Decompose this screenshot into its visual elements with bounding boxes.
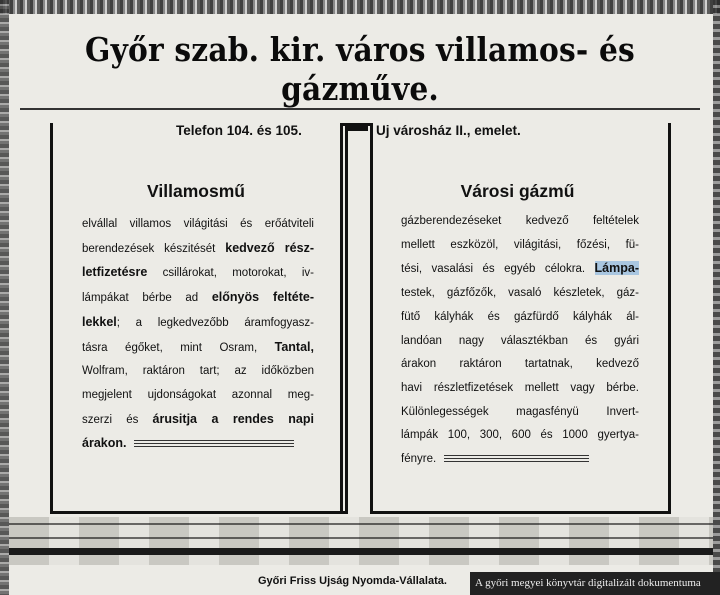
text-segment: Tantal, [274, 339, 314, 354]
text-segment: tési, vasalási és egyéb célokra. [401, 263, 595, 276]
text-line [82, 237, 314, 262]
text-segment: elvállal villamos világitási és erőátviteli [82, 218, 314, 230]
text-line [82, 384, 314, 408]
text-segment: ; a legkedvezőbb áramfogyasz- [116, 316, 314, 329]
bottom-rule [9, 548, 713, 555]
text-segment: mellett eszközöl, világitási, főzési, fü- [401, 238, 639, 251]
text-segment: árusitja a rendes napi [152, 411, 314, 426]
text-segment: árakon raktáron tartatnak, kedvező [401, 358, 639, 371]
left-column-title: Villamosmű [147, 181, 245, 201]
phone-line: Telefon 104. és 105. [176, 123, 302, 138]
text-line [401, 306, 639, 330]
text-line [401, 330, 639, 354]
text-segment: megjelent ujdonságokat azonnal meg- [82, 388, 314, 401]
text-segment: letfizetésre [82, 265, 148, 280]
scan-edge-top [0, 0, 720, 14]
text-segment: havi részletfizetések mellett vagy bérbe. [401, 381, 639, 394]
printer-imprint: Győri Friss Ujság Nyomda-Vállalata. [258, 575, 447, 587]
text-segment: lámpákat bérbe ad [82, 292, 212, 305]
left-column-body [82, 213, 314, 457]
divider-tick [345, 126, 368, 131]
scan-edge-right [713, 0, 720, 595]
text-line [82, 213, 314, 237]
text-line [401, 353, 639, 377]
text-segment: lámpák 100, 300, 600 és 1000 gyertya- [401, 429, 639, 442]
text-segment: berendezések készitését [82, 242, 226, 255]
top-rule [20, 108, 700, 110]
text-segment: gázberendezéseket kedvező feltételek [401, 215, 639, 227]
text-line [401, 210, 639, 234]
bottom-border-band [9, 517, 713, 565]
decorative-rule [444, 455, 589, 463]
text-segment: szerzi és [82, 413, 153, 426]
text-segment: Wolfram, raktáron tart; az időközben [82, 365, 314, 378]
left-last-line: árakon. [82, 432, 314, 457]
text-segment: tásra égőket, mint Osram, [82, 341, 275, 354]
text-line [82, 336, 314, 361]
text-segment: Különlegességek magasfényü Invert- [401, 405, 639, 418]
text-segment: kedvező rész- [225, 240, 314, 255]
text-line [82, 360, 314, 384]
text-line [401, 282, 639, 306]
text-line [401, 401, 639, 425]
page-heading: Győr szab. kir. város villamos- és gázműve. [85, 30, 635, 108]
text-line [401, 257, 639, 282]
right-column-title: Városi gázmű [460, 181, 575, 201]
text-line [82, 261, 314, 286]
text-line [82, 311, 314, 336]
digitization-watermark: A győri megyei könyvtár digitalizált dokumentuma [470, 572, 720, 595]
text-segment: Lámpa- [594, 261, 639, 276]
right-column-body [401, 210, 639, 472]
middle-divider [340, 123, 373, 514]
text-line [401, 234, 639, 258]
text-line [401, 377, 639, 401]
address-line: Uj városház II., emelet. [376, 123, 521, 138]
scan-edge-left [0, 0, 9, 595]
text-line [82, 286, 314, 311]
decorative-rule [134, 440, 294, 448]
text-segment: lekkel [82, 314, 117, 329]
text-segment: előnyös feltéte- [211, 290, 315, 305]
text-segment: csillárokat, motorokat, iv- [147, 267, 314, 280]
text-segment: fütő kályhák és gázfürdő kályhák ál- [401, 310, 639, 323]
right-last-line: fényre. [401, 448, 639, 472]
text-line [82, 408, 314, 433]
text-segment: landóan nagy választékban és gyári [401, 334, 639, 347]
text-line [401, 424, 639, 448]
text-segment: testek, gázfőzők, vasaló készletek, gáz- [401, 287, 639, 300]
